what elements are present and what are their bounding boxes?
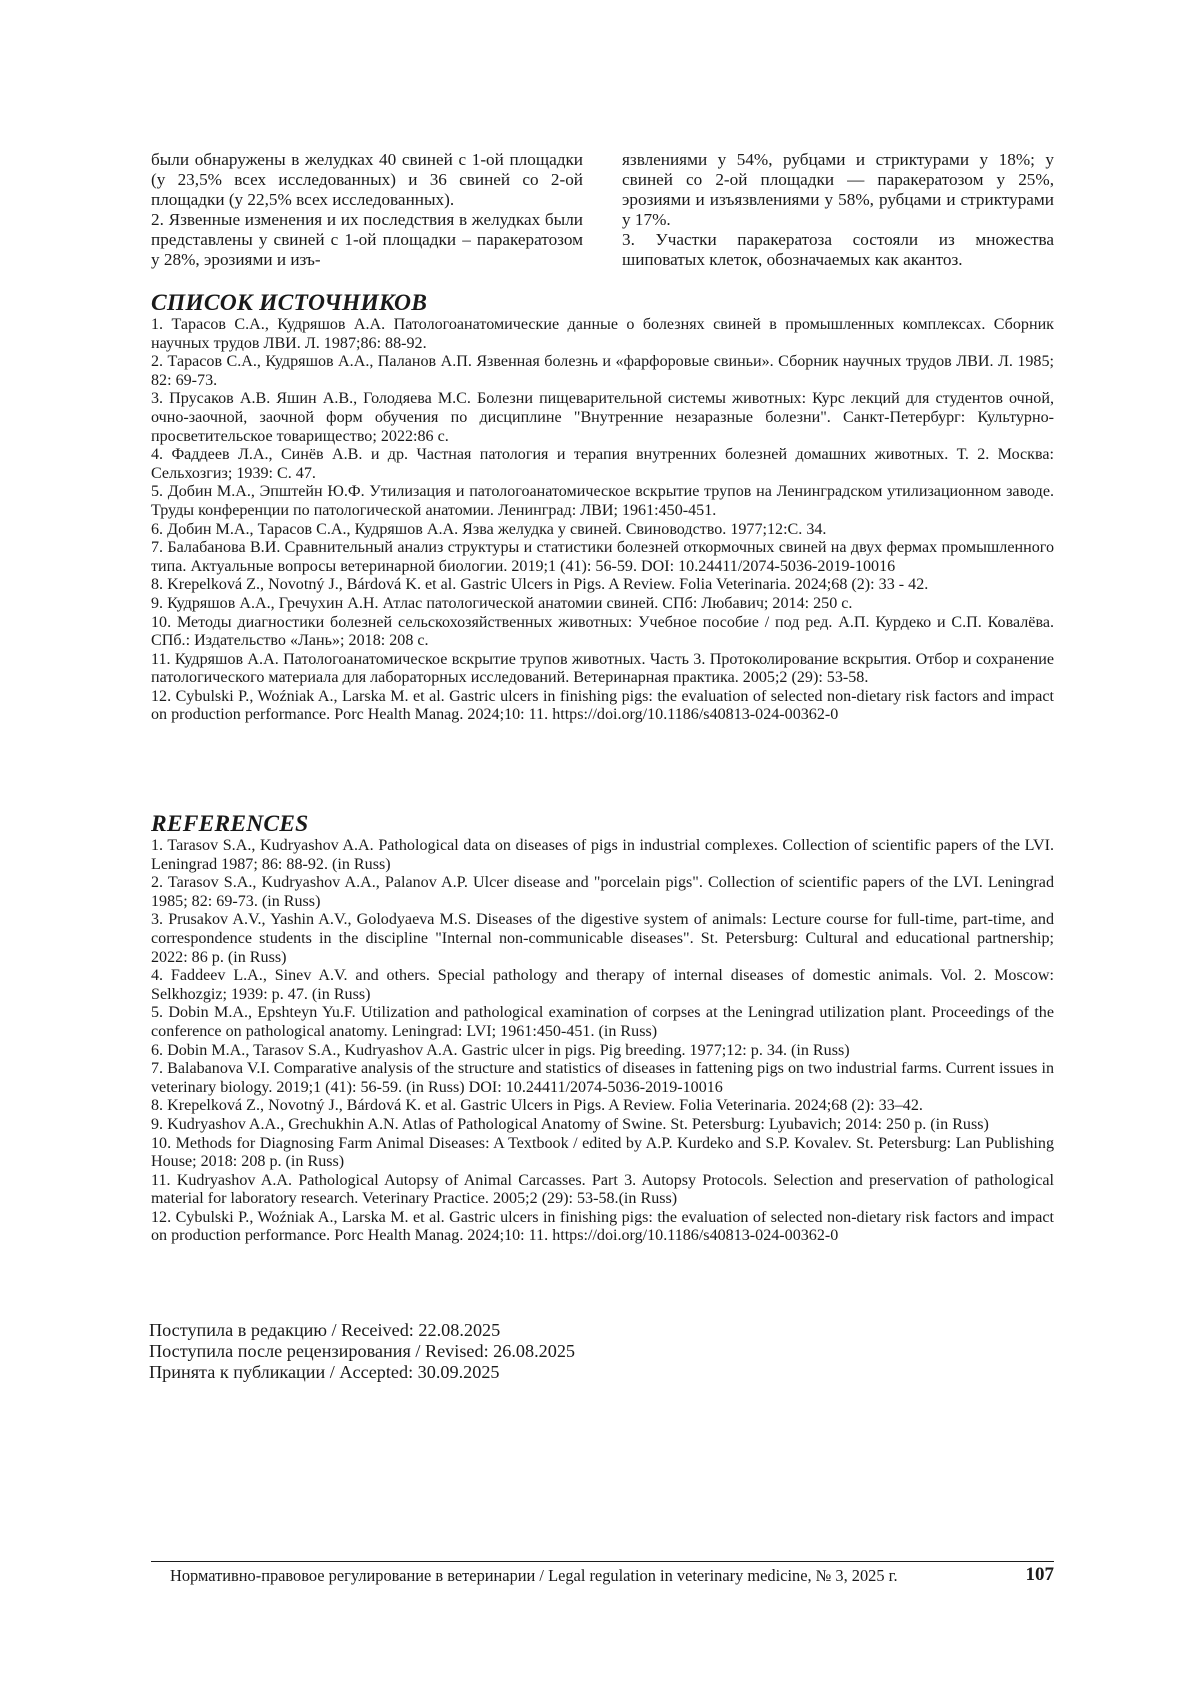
body-right-column: [622, 150, 1054, 270]
reference-item: 7. Balabanova V.I. Comparative analysis of the structure and statistics of diseases in fattening pigs on two industrial farms. Current issues in veterinary biology. 2019;1 (41): 56-59. (in Russ) DOI: 10.24411/2074-5036-2019-10016: [151, 1060, 1054, 1097]
body-left-column: [151, 150, 583, 270]
reference-item: 9. Kudryashov A.A., Grechukhin A.N. Atlas of Pathological Anatomy of Swine. St. Petersburg: Lyubavich; 2014: 250 p. (in Russ): [151, 1116, 1054, 1135]
footer-divider: [151, 1561, 1054, 1562]
references-section: [151, 811, 1054, 1246]
source-item: 6. Добин М.А., Тарасов С.А., Кудряшов А.А. Язва желудка у свиней. Свиноводство. 1977;12:С. 34.: [151, 521, 1054, 540]
reference-item: 6. Dobin M.A., Tarasov S.A., Kudryashov A.A. Gastric ulcer in pigs. Pig breeding. 1977;12: p. 34. (in Russ): [151, 1042, 1054, 1061]
body-paragraph: были обнаружены в желудках 40 свиней с 1-ой площадки (у 23,5% всех исследованных) и 36 свиней со 2-ой площадки (у 22,5% всех исследованных).: [151, 150, 583, 210]
article-history: [149, 1320, 575, 1383]
references-title: REFERENCES: [151, 811, 1054, 837]
reference-item: 3. Prusakov A.V., Yashin A.V., Golodyaeva M.S. Diseases of the digestive system of animals: Lecture course for full-time, part-time, and correspondence students in the discipline "Internal non-communicable diseases". St. Petersburg: Cultural and educational partnership; 2022: 86 p. (in Russ): [151, 911, 1054, 967]
reference-item: 11. Kudryashov A.A. Pathological Autopsy of Animal Carcasses. Part 3. Autopsy Protocols. Selection and preservation of pathological material for laboratory research. Veterinary Practice. 2005;2 (29): 53-58.(in Russ): [151, 1172, 1054, 1209]
sources-title: СПИСОК ИСТОЧНИКОВ: [151, 290, 1054, 316]
reference-item: 5. Dobin M.A., Epshteyn Yu.F. Utilization and pathological examination of corpses at the Leningrad utilization plant. Proceedings of the conference on pathological anatomy. Leningrad: LVI; 1961:450-451. (in Russ): [151, 1004, 1054, 1041]
body-paragraph: 2. Язвенные изменения и их последствия в желудках были представлены у свиней с 1-ой площадки – паракератозом у 28%, эрозиями и изъ-: [151, 210, 583, 270]
reference-item: 4. Faddeev L.A., Sinev A.V. and others. Special pathology and therapy of internal diseases of domestic animals. Vol. 2. Moscow: Selkhozgiz; 1939: p. 47. (in Russ): [151, 967, 1054, 1004]
body-paragraph: 3. Участки паракератоза состояли из множества шиповатых клеток, обозначаемых как акантоз.: [622, 230, 1054, 270]
received-date: Поступила в редакцию / Received: 22.08.2025: [149, 1320, 575, 1341]
reference-item: 12. Cybulski P., Woźniak A., Larska M. et al. Gastric ulcers in finishing pigs: the evaluation of selected non-dietary risk factors and impact on production performance. Porc Health Manag. 2024;10: 11. https://doi.org/10.1186/s40813-024-00362-0: [151, 1209, 1054, 1246]
reference-item: 8. Krepelková Z., Novotný J., Bárdová K. et al. Gastric Ulcers in Pigs. A Review. Folia Veterinaria. 2024;68 (2): 33–42.: [151, 1097, 1054, 1116]
reference-item: 2. Tarasov S.A., Kudryashov A.A., Palanov A.P. Ulcer disease and "porcelain pigs". Collection of scientific papers of the LVI. Leningrad 1985; 82: 69-73. (in Russ): [151, 874, 1054, 911]
references-list: [151, 837, 1054, 1246]
source-item: 1. Тарасов С.А., Кудряшов А.А. Патологоанатомические данные о болезнях свиней в промышленных комплексах. Сборник научных трудов ЛВИ. Л. 1987;86: 88-92.: [151, 316, 1054, 353]
source-item: 4. Фаддеев Л.А., Синёв А.В. и др. Частная патология и терапия внутренних болезней домашних животных. Т. 2. Москва: Сельхозгиз; 1939: С. 47.: [151, 446, 1054, 483]
sources-section: [151, 290, 1054, 725]
revised-date: Поступила после рецензирования / Revised: 26.08.2025: [149, 1341, 575, 1362]
footer-journal-title: Нормативно-правовое регулирование в ветеринарии / Legal regulation in veterinary medicine, № 3, 2025 г.: [170, 1566, 898, 1586]
body-paragraph: язвлениями у 54%, рубцами и стриктурами у 18%; у свиней со 2-ой площадки — паракератозом у 25%, эрозиями и изъязвлениями у 58%, рубцами и стриктурами у 17%.: [622, 150, 1054, 230]
source-item: 12. Cybulski P., Woźniak A., Larska M. et al. Gastric ulcers in finishing pigs: the evaluation of selected non-dietary risk factors and impact on production performance. Porc Health Manag. 2024;10: 11. https://doi.org/10.1186/s40813-024-00362-0: [151, 688, 1054, 725]
reference-item: 10. Methods for Diagnosing Farm Animal Diseases: A Textbook / edited by A.P. Kurdeko and S.P. Kovalev. St. Petersburg: Lan Publishing House; 2018: 208 p. (in Russ): [151, 1135, 1054, 1172]
source-item: 5. Добин М.А., Эпштейн Ю.Ф. Утилизация и патологоанатомическое вскрытие трупов на Ленинградском утилизационном заводе. Труды конференции по патологической анатомии. Ленинград: ЛВИ; 1961:450-451.: [151, 483, 1054, 520]
source-item: 7. Балабанова В.И. Сравнительный анализ структуры и статистики болезней откормочных свиней на двух фермах промышленного типа. Актуальные вопросы ветеринарной биологии. 2019;1 (41): 56-59. DOI: 10.24411/2074-5036-2019-10016: [151, 539, 1054, 576]
reference-item: 1. Tarasov S.A., Kudryashov A.A. Pathological data on diseases of pigs in industrial complexes. Collection of scientific papers of the LVI. Leningrad 1987; 86: 88-92. (in Russ): [151, 837, 1054, 874]
source-item: 11. Кудряшов А.А. Патологоанатомическое вскрытие трупов животных. Часть 3. Протоколирование вскрытия. Отбор и сохранение патологического материала для лабораторных исследований. Ветеринарная практика. 2005;2 (29): 53-58.: [151, 651, 1054, 688]
page-number: 107: [1026, 1564, 1055, 1586]
source-item: 2. Тарасов С.А., Кудряшов А.А., Паланов А.П. Язвенная болезнь и «фарфоровые свиньи». Сборник научных трудов ЛВИ. Л. 1985; 82: 69-73.: [151, 353, 1054, 390]
source-item: 8. Krepelková Z., Novotný J., Bárdová K. et al. Gastric Ulcers in Pigs. A Review. Folia Veterinaria. 2024;68 (2): 33 - 42.: [151, 576, 1054, 595]
source-item: 3. Прусаков А.В. Яшин А.В., Голодяева М.С. Болезни пищеварительной системы животных: Курс лекций для студентов очной, очно-заочной, заочной форм обучения по дисциплине "Внутренние незаразные болезни". Санкт-Петербург: Культурно-просветительское товарищество; 2022:86 с.: [151, 390, 1054, 446]
source-item: 9. Кудряшов А.А., Гречухин А.Н. Атлас патологической анатомии свиней. СПб: Любавич; 2014: 250 с.: [151, 595, 1054, 614]
sources-list: [151, 316, 1054, 725]
source-item: 10. Методы диагностики болезней сельскохозяйственных животных: Учебное пособие / под ред. А.П. Курдеко и С.П. Ковалёва. СПб.: Издательство «Лань»; 2018: 208 с.: [151, 614, 1054, 651]
accepted-date: Принята к публикации / Accepted: 30.09.2025: [149, 1362, 575, 1383]
